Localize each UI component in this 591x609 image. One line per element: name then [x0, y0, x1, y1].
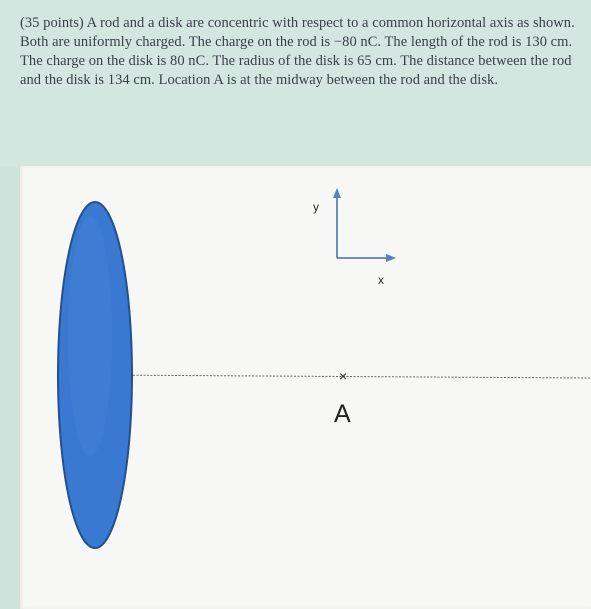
bottom-margin-strip — [0, 590, 20, 609]
y-axis-label: y — [313, 200, 319, 214]
y-axis-arrowhead — [333, 188, 341, 198]
location-a-label: A — [334, 400, 351, 428]
x-axis-arrowhead — [386, 254, 396, 262]
location-a-marker: × — [339, 368, 348, 384]
x-axis-label: x — [378, 273, 384, 287]
problem-statement-text: (35 points) A rod and a disk are concentric with respect to a common horizontal axis as shown. Both are uniformly charged. The charge on the rod is −80 nC. The length of the rod is 130 cm. The charge on the disk is 80 nC. The radius of the disk is 65 cm. The distance between the rod and the disk is 134 cm. Location A is at the midway between the rod and the disk. — [20, 15, 575, 88]
figure-panel — [20, 166, 591, 609]
disk-highlight — [68, 216, 112, 456]
charge-diagram — [20, 166, 591, 609]
problem-statement-panel — [0, 0, 591, 166]
